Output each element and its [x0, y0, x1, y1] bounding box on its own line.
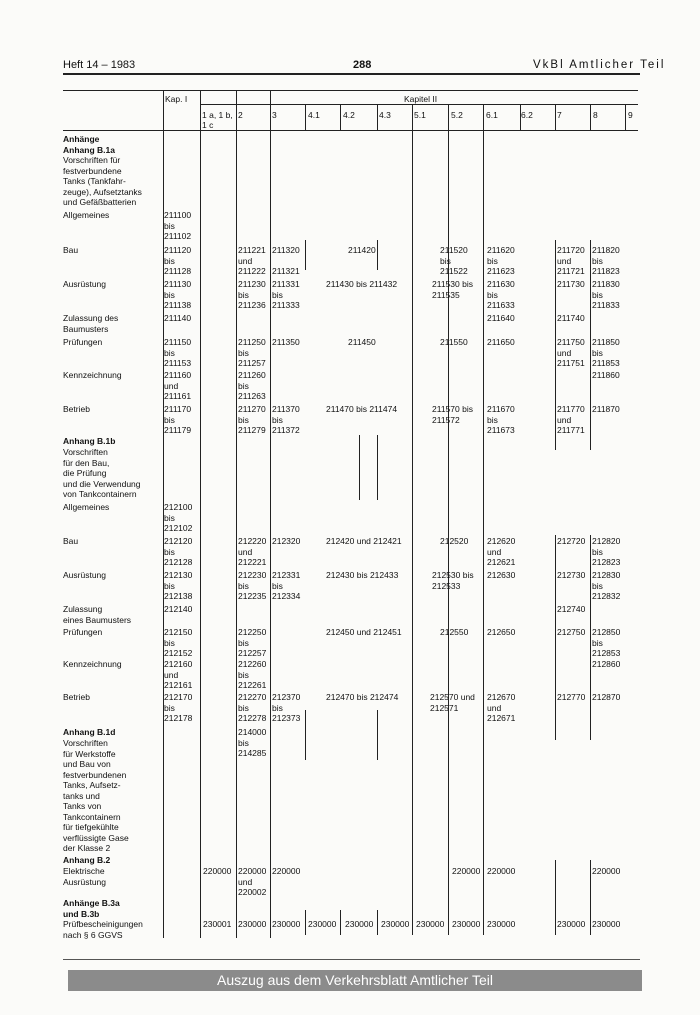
column-header: 6.1 — [486, 110, 498, 120]
row-label: Ausrüstung — [63, 279, 106, 289]
column-header: 4.2 — [343, 110, 355, 120]
row-label: Prüfbescheinigungen nach § 6 GGVS — [63, 919, 143, 940]
table-cell: 211150 bis 211153 — [164, 337, 192, 368]
table-cell: 230000 — [345, 919, 374, 929]
table-cell: 211230 bis 211236 — [238, 279, 266, 310]
table-cell: 211820 bis 211823 — [592, 245, 620, 276]
column-header: 4.3 — [379, 110, 391, 120]
table-cell: 212630 — [487, 570, 516, 580]
table-col-rule — [305, 104, 306, 130]
table-cell: 212860 — [592, 659, 621, 669]
table-col-rule — [555, 240, 556, 450]
table-top-rule — [63, 90, 638, 91]
table-cell: 220000 — [592, 866, 621, 876]
row-label: Vorschriften für den Bau, die Prüfung und die Verwendung von Tankcontainern — [63, 447, 141, 499]
table-cell: 230000 — [308, 919, 337, 929]
table-col-rule — [359, 435, 360, 500]
table-col-rule — [483, 130, 484, 935]
table-cell: 212250 bis 212257 — [238, 627, 267, 658]
table-cell: 211420 — [348, 245, 376, 255]
table-cell: 211250 bis 211257 — [238, 337, 266, 368]
table-col-rule — [377, 240, 378, 270]
table-cell: 212320 — [272, 536, 301, 546]
column-header: 8 — [593, 110, 598, 120]
table-cell: 211221 und 211222 — [238, 245, 266, 276]
table-cell: 211120 bis 211128 — [164, 245, 192, 276]
table-cell: 211100 bis 211102 — [164, 210, 192, 241]
table-cell: 212150 bis 212152 — [164, 627, 193, 658]
table-cell: 211430 bis 211432 — [326, 279, 398, 289]
row-label: Anhänge Anhang B.1a — [63, 134, 115, 155]
table-col-rule — [236, 90, 237, 938]
table-cell: 212230 bis 212235 — [238, 570, 267, 601]
page-number: 288 — [353, 59, 372, 71]
table-cell: 212170 bis 212178 — [164, 692, 193, 723]
table-cell: 212370 bis 212373 — [272, 692, 301, 723]
row-label: Betrieb — [63, 692, 90, 702]
table-cell: 212120 bis 212128 — [164, 536, 193, 567]
table-cell: 211770 und 211771 — [557, 404, 585, 435]
table-col-rule — [555, 104, 556, 130]
table-cell: 212140 — [164, 604, 193, 614]
table-col-rule — [200, 90, 201, 938]
table-cell: 211260 bis 211263 — [238, 370, 266, 401]
table-cell: 212430 bis 212433 — [326, 570, 399, 580]
footer-rule — [63, 959, 640, 960]
table-cell: 211640 — [487, 313, 515, 323]
table-cell: 211270 bis 211279 — [238, 404, 266, 435]
table-cell: 212620 und 212621 — [487, 536, 516, 567]
table-col-rule — [483, 104, 484, 130]
table-cell: 211530 bis 211535 — [432, 279, 473, 300]
table-cell: 230000 — [452, 919, 481, 929]
table-cell: 211331 bis 211333 — [272, 279, 300, 310]
table-cell: 211370 bis 211372 — [272, 404, 300, 435]
row-label: Anhänge B.3a und B.3b — [63, 898, 120, 919]
table-col-rule — [590, 860, 591, 935]
table-cell: 212850 bis 212853 — [592, 627, 621, 658]
table-cell: 212670 und 212671 — [487, 692, 516, 723]
table-cell: 212270 bis 212278 — [238, 692, 267, 723]
table-header-rule — [63, 130, 638, 131]
table-cell: 212770 — [557, 692, 586, 702]
table-col-rule — [377, 910, 378, 935]
table-cell: 212650 — [487, 627, 516, 637]
table-cell: 212520 — [440, 536, 469, 546]
table-cell: 212570 und 212571 — [430, 692, 475, 713]
row-label: Elektrische Ausrüstung — [63, 866, 106, 887]
table-cell: 211130 bis 211138 — [164, 279, 192, 310]
row-label: Anhang B.2 — [63, 855, 111, 865]
table-cell: 211730 — [557, 279, 585, 289]
row-label: Kennzeichnung — [63, 370, 122, 380]
table-cell: 211350 — [272, 337, 300, 347]
table-cell: 230000 — [272, 919, 301, 929]
table-cell: 212830 bis 212832 — [592, 570, 621, 601]
column-header: 7 — [557, 110, 562, 120]
row-label: Vorschriften für Werkstoffe und Bau von festverbundenen Tanks, Aufsetz- tanks und Tanks von Tankcontainern für tiefgekühlte verflüssigte Gase der Klasse 2 — [63, 738, 129, 853]
row-label: Anhang B.1b — [63, 436, 116, 446]
table-cell: 220000 — [272, 866, 301, 876]
table-cell: 211470 bis 211474 — [326, 404, 398, 414]
row-label: Kennzeichnung — [63, 659, 122, 669]
table-cell: 212750 — [557, 627, 586, 637]
table-cell: 211850 bis 211853 — [592, 337, 620, 368]
column-header: 1 a, 1 b, 1 c — [202, 110, 233, 130]
column-header: 5.1 — [414, 110, 426, 120]
column-header: 2 — [238, 110, 243, 120]
table-col-rule — [305, 710, 306, 760]
table-cell: 211740 — [557, 313, 585, 323]
table-col-rule — [412, 130, 413, 935]
table-cell: 212420 und 212421 — [326, 536, 402, 546]
group-header-kap2: Kapitel II — [404, 94, 438, 104]
table-group-rule — [200, 104, 638, 105]
table-cell: 211160 und 211161 — [164, 370, 192, 401]
table-cell: 220000 — [203, 866, 232, 876]
table-cell: 212720 — [557, 536, 586, 546]
row-label: Zulassung des Baumusters — [63, 313, 119, 334]
table-col-rule — [555, 860, 556, 935]
row-label: Prüfungen — [63, 627, 103, 637]
table-col-rule — [305, 240, 306, 270]
table-col-rule — [590, 240, 591, 450]
table-cell: 220000 — [487, 866, 516, 876]
table-cell: 211670 bis 211673 — [487, 404, 515, 435]
table-cell: 212260 bis 212261 — [238, 659, 267, 690]
table-cell: 230000 — [592, 919, 621, 929]
table-cell: 212870 — [592, 692, 621, 702]
row-label: Bau — [63, 245, 79, 255]
table-cell: 230001 — [203, 919, 232, 929]
table-cell: 211140 — [164, 313, 192, 323]
table-cell: 211720 und 211721 — [557, 245, 585, 276]
row-label: Allgemeines — [63, 502, 110, 512]
row-label: Betrieb — [63, 404, 90, 414]
table-col-rule — [448, 104, 449, 130]
table-cell: 212130 bis 212138 — [164, 570, 193, 601]
table-col-rule — [625, 104, 626, 130]
table-col-rule — [377, 104, 378, 130]
table-cell: 212331 bis 212334 — [272, 570, 301, 601]
row-label: Anhang B.1d — [63, 727, 116, 737]
issue-number: Heft 14 – 1983 — [63, 59, 136, 71]
table-cell: 212450 und 212451 — [326, 627, 402, 637]
table-cell: 211320 211321 — [272, 245, 300, 276]
table-cell: 211630 bis 211633 — [487, 279, 515, 310]
row-label: Vorschriften für festverbundene Tanks (Tankfahr- zeuge), Aufsetztanks und Gefäßbatterien — [63, 155, 142, 207]
table-col-rule — [555, 535, 556, 740]
table-col-rule — [305, 910, 306, 935]
table-cell: 230000 — [381, 919, 410, 929]
table-cell: 212100 bis 212102 — [164, 502, 193, 533]
table-cell: 212160 und 212161 — [164, 659, 193, 690]
publication-title: VkBl Amtlicher Teil — [533, 59, 666, 71]
table-col-rule — [590, 104, 591, 130]
table-col-rule — [270, 90, 271, 938]
footer-banner: Auszug aus dem Verkehrsblatt Amtlicher Teil — [68, 970, 642, 991]
table-col-rule — [340, 910, 341, 935]
table-cell: 212820 bis 212823 — [592, 536, 621, 567]
table-cell: 211650 — [487, 337, 515, 347]
table-col-rule — [377, 435, 378, 500]
column-header: 3 — [272, 110, 277, 120]
table-cell: 211450 — [348, 337, 376, 347]
table-cell: 230000 — [238, 919, 267, 929]
column-header: 6.2 — [521, 110, 533, 120]
table-cell: 211620 bis 211623 — [487, 245, 515, 276]
table-cell: 220000 — [452, 866, 481, 876]
row-label: Allgemeines — [63, 210, 110, 220]
row-label: Zulassung eines Baumusters — [63, 604, 132, 625]
table-cell: 230000 — [557, 919, 586, 929]
table-col-rule — [377, 710, 378, 760]
table-cell: 230000 — [416, 919, 445, 929]
table-cell: 220000 und 220002 — [238, 866, 267, 897]
table-cell: 211750 und 211751 — [557, 337, 585, 368]
table-cell: 212740 — [557, 604, 586, 614]
table-cell: 212550 — [440, 627, 469, 637]
table-cell: 211830 bis 211833 — [592, 279, 620, 310]
table-cell: 211170 bis 211179 — [164, 404, 192, 435]
table-cell: 211520 bis 211522 — [440, 245, 468, 276]
table-cell: 212730 — [557, 570, 586, 580]
table-col-rule — [412, 104, 413, 130]
table-cell: 211870 — [592, 404, 620, 414]
table-cell: 212220 und 212221 — [238, 536, 267, 567]
row-label: Prüfungen — [63, 337, 103, 347]
table-cell: 212530 bis 212533 — [432, 570, 474, 591]
table-cell: 214000 bis 214285 — [238, 727, 267, 758]
column-header: 4.1 — [308, 110, 320, 120]
column-header: 9 — [628, 110, 633, 120]
column-header: 5.2 — [451, 110, 463, 120]
table-col-rule — [590, 535, 591, 740]
row-label: Ausrüstung — [63, 570, 106, 580]
row-label: Bau — [63, 536, 79, 546]
table-cell: 211860 — [592, 370, 620, 380]
table-cell: 211550 — [440, 337, 468, 347]
table-cell: 211570 bis 211572 — [432, 404, 473, 425]
table-col-rule — [340, 104, 341, 130]
table-cell: 212470 bis 212474 — [326, 692, 399, 702]
table-cell: 230000 — [487, 919, 516, 929]
header-rule — [63, 73, 640, 75]
group-header-kap1: Kap. I — [165, 94, 188, 104]
